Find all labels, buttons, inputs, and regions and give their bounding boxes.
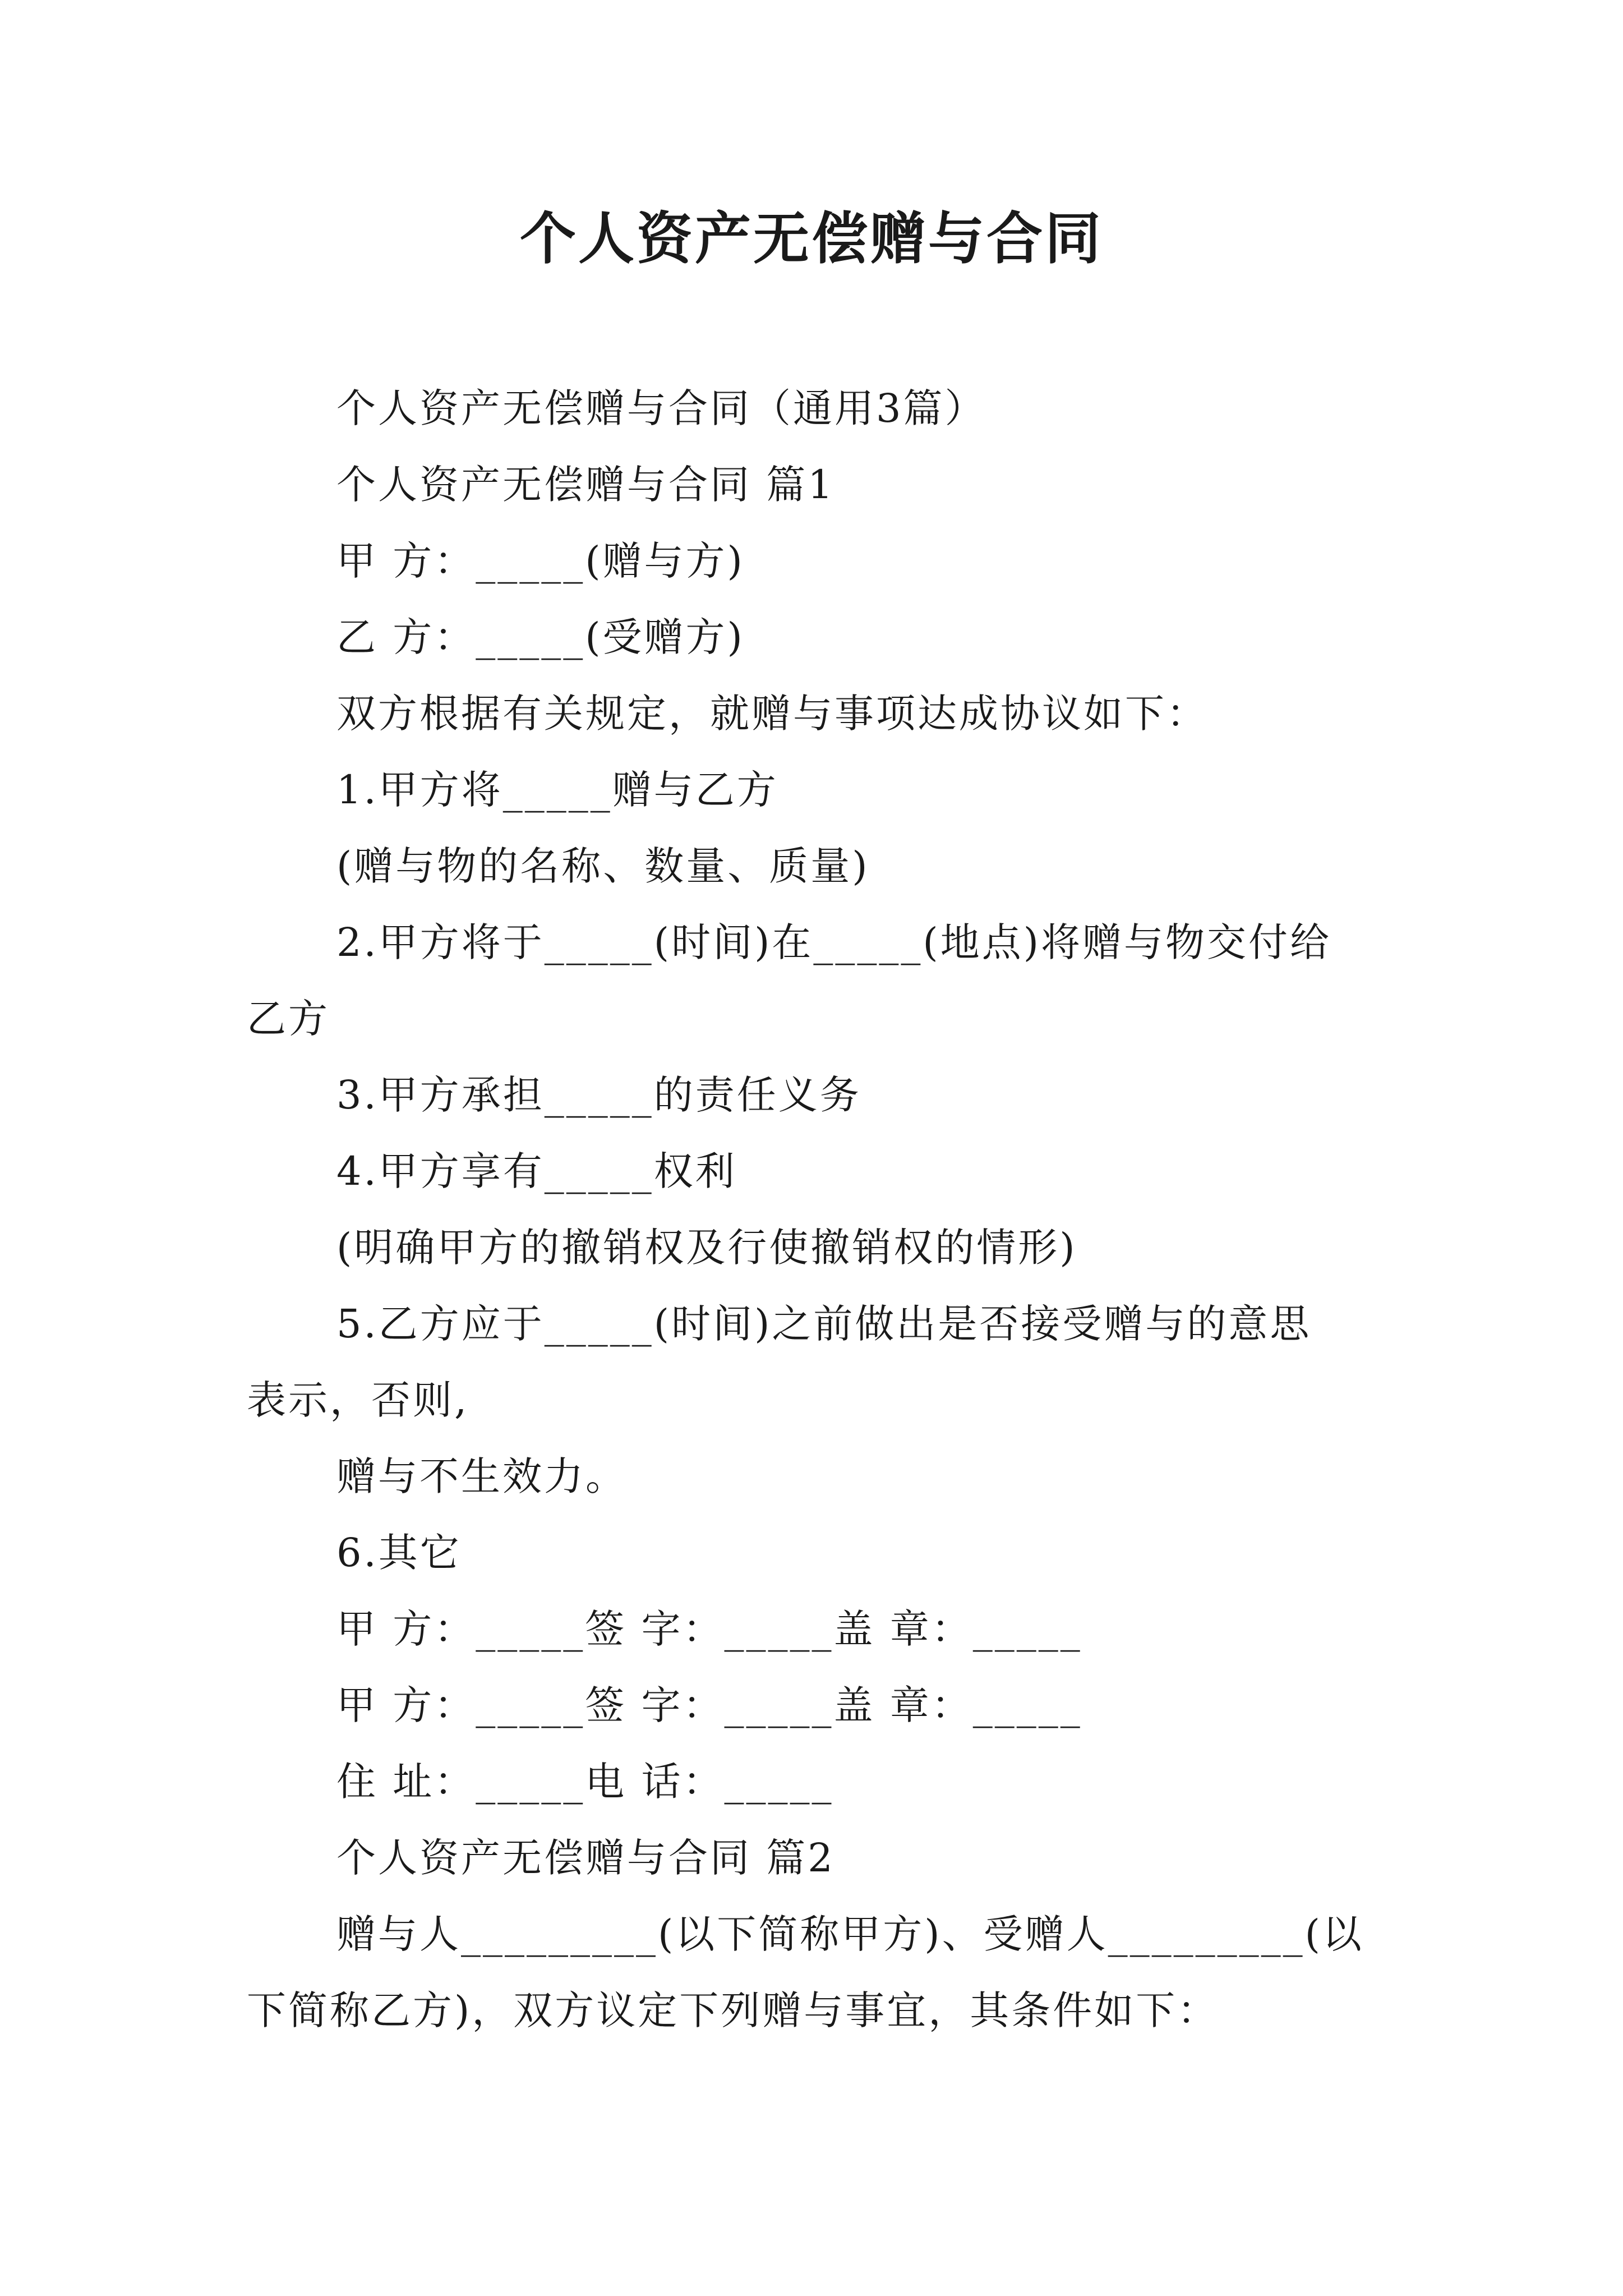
party-a-line: 甲 方：_____(赠与方): [336, 538, 745, 584]
clause-4: 4.甲方享有_____权利: [336, 1148, 737, 1194]
clause-6: 6.其它: [336, 1530, 462, 1576]
section-2-intro: 赠与人_________(以下简称甲方)、受赠人_________(以: [336, 1911, 1364, 1957]
section-2-intro-continued: 下简称乙方)，双方议定下列赠与事宜，其条件如下：: [247, 1987, 1219, 2033]
address-phone-line: 住 址：_____电 话：_____: [336, 1759, 834, 1805]
party-b-line: 乙 方：_____(受赠方): [336, 614, 745, 660]
document-title: 个人资产无偿赠与合同: [520, 205, 1103, 272]
clause-5: 5.乙方应于_____(时间)之前做出是否接受赠与的意思: [336, 1301, 1312, 1347]
paragraph-line: 个人资产无偿赠与合同（通用3篇）: [336, 385, 986, 431]
section-heading-2: 个人资产无偿赠与合同 篇2: [336, 1835, 835, 1881]
clause-2-continued: 乙方: [247, 996, 330, 1042]
document-body: [247, 370, 1396, 2049]
clause-1: 1.甲方将_____赠与乙方: [336, 767, 778, 813]
clause-2: 2.甲方将于_____(时间)在_____(地点)将赠与物交付给: [336, 919, 1332, 965]
signature-line-2: 甲 方：_____签 字：_____盖 章：_____: [336, 1682, 1082, 1728]
clause-4-note: (明确甲方的撤销权及行使撤销权的情形): [336, 1225, 1077, 1271]
clause-5-continued: 表示，否则,: [247, 1377, 469, 1423]
signature-line-1: 甲 方：_____签 字：_____盖 章：_____: [336, 1606, 1082, 1652]
agreement-intro: 双方根据有关规定，就赠与事项达成协议如下：: [336, 691, 1208, 737]
clause-3: 3.甲方承担_____的责任义务: [336, 1072, 861, 1118]
section-heading-1: 个人资产无偿赠与合同 篇1: [336, 462, 835, 508]
clause-5-effect: 赠与不生效力。: [336, 1453, 627, 1499]
clause-1-note: (赠与物的名称、数量、质量): [336, 843, 870, 889]
